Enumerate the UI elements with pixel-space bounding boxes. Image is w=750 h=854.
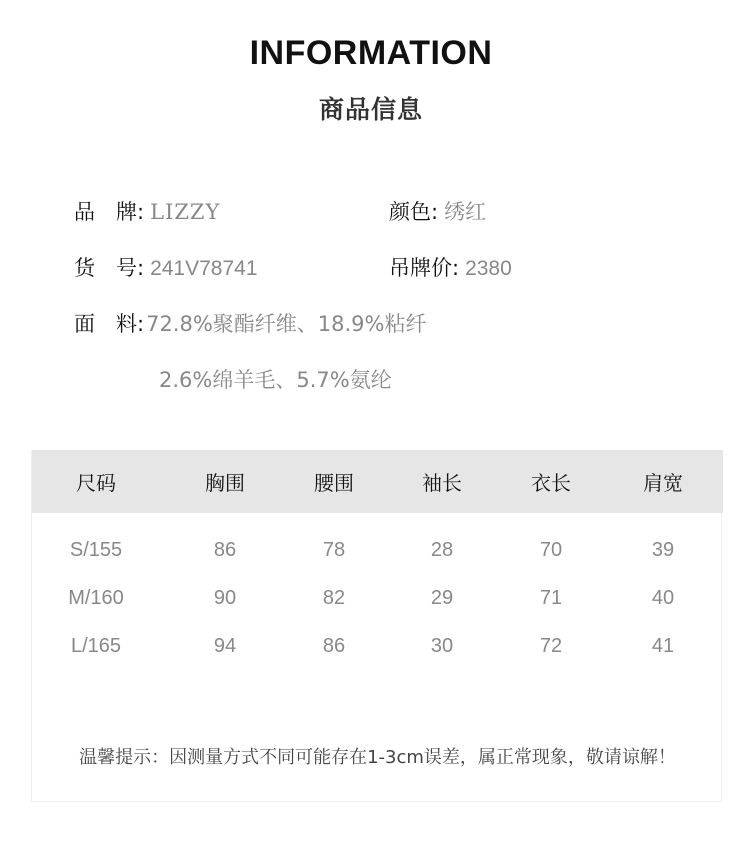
- header-shoulder: 肩宽: [643, 471, 683, 495]
- cell-size: L/165: [70, 635, 122, 657]
- brand-row: [74, 197, 220, 227]
- cell-chest: 90: [213, 587, 237, 609]
- cell-waist: 86: [322, 635, 346, 657]
- item-number-row: [74, 253, 258, 284]
- fabric-value-line1: 72.8%聚酯纤维、18.9%粘纤: [146, 312, 427, 336]
- measurement-note: 温馨提示：因测量方式不同可能存在1-3cm误差，属正常现象，敬请谅解！: [79, 747, 676, 768]
- header-chest: 胸围: [205, 471, 245, 495]
- cell-sleeve: 28: [430, 539, 454, 561]
- header-sleeve: 袖长: [422, 471, 462, 495]
- price-value: 2380: [465, 257, 512, 280]
- cell-length: 71: [539, 587, 563, 609]
- brand-value: LIZZY: [150, 200, 221, 224]
- brand-label: 品牌:: [74, 200, 145, 224]
- header-length: 衣长: [531, 471, 571, 495]
- fabric-row-continued: [159, 365, 392, 395]
- color-label: 颜色:: [389, 200, 439, 224]
- cell-sleeve: 30: [430, 635, 454, 657]
- cell-size: S/155: [69, 539, 123, 561]
- title-chinese: 商品信息: [318, 95, 423, 124]
- title-english: INFORMATION: [249, 34, 493, 72]
- cell-length: 72: [539, 635, 563, 657]
- header-waist: 腰围: [314, 471, 354, 495]
- price-label: 吊牌价:: [389, 256, 460, 280]
- cell-shoulder: 40: [651, 587, 675, 609]
- cell-length: 70: [539, 539, 563, 561]
- color-row: [389, 197, 486, 227]
- color-value: 绣红: [444, 200, 487, 224]
- cell-chest: 94: [213, 635, 237, 657]
- fabric-label: 面料:: [74, 312, 145, 336]
- item-number-label: 货号:: [74, 256, 145, 280]
- item-number-value: 241V78741: [150, 257, 258, 280]
- cell-waist: 78: [322, 539, 346, 561]
- cell-shoulder: 39: [651, 539, 675, 561]
- size-table: [31, 450, 722, 802]
- price-row: [389, 253, 512, 284]
- cell-sleeve: 29: [430, 587, 454, 609]
- fabric-row: [74, 309, 427, 339]
- cell-chest: 86: [213, 539, 237, 561]
- cell-size: M/160: [68, 587, 124, 609]
- cell-shoulder: 41: [651, 635, 675, 657]
- size-table-header: [32, 450, 723, 513]
- header-size: 尺码: [76, 471, 116, 495]
- fabric-value-line2: 2.6%绵羊毛、5.7%氨纶: [159, 368, 392, 392]
- cell-waist: 82: [322, 587, 346, 609]
